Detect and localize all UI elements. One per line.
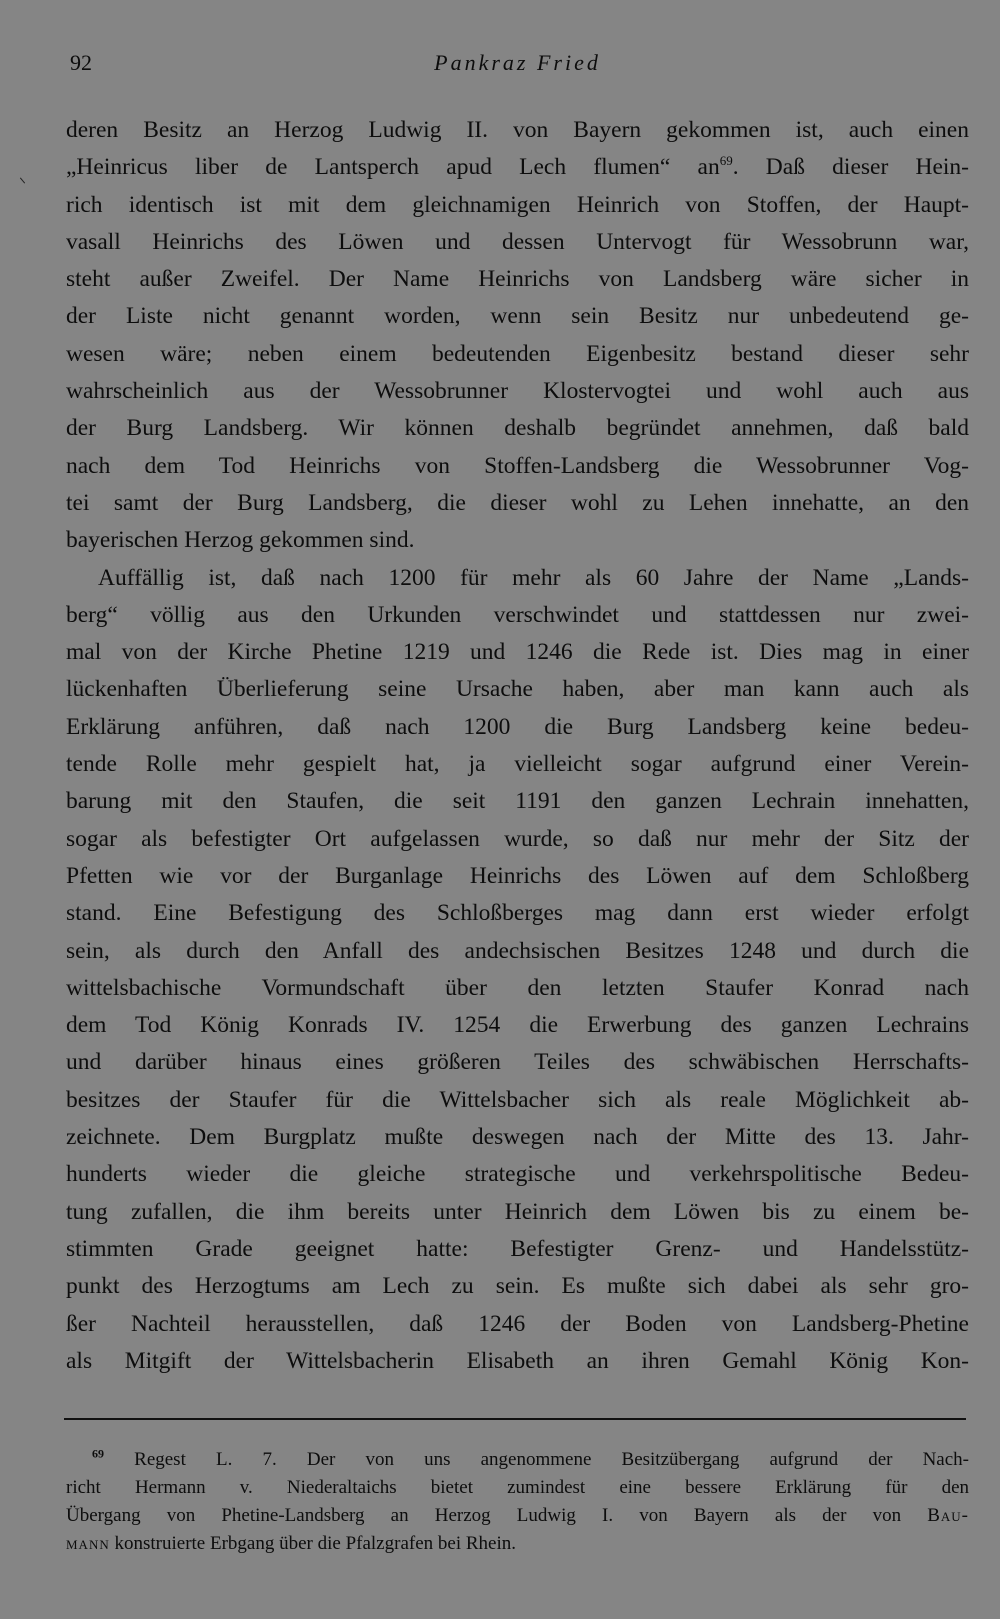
- footnote-divider: [64, 1418, 966, 1420]
- text-line: berg“ völlig aus den Urkunden verschwindet und stattdessen nur zwei-: [66, 601, 969, 628]
- text-line: ßer Nachteil herausstellen, daß 1246 der Boden von Landsberg-Phetine: [66, 1310, 969, 1337]
- text-line: der Burg Landsberg. Wir können deshalb begründet annehmen, daß bald: [66, 415, 969, 442]
- text-line: stand. Eine Befestigung des Schloßberges mag dann erst wieder erfolgt: [66, 900, 969, 927]
- body-text: [66, 112, 969, 1380]
- text-line: rich identisch ist mit dem gleichnamigen Heinrich von Stoffen, der Haupt-: [66, 191, 969, 218]
- text-line: vasall Heinrichs des Löwen und dessen Untervogt für Wessobrunn war,: [66, 228, 969, 255]
- text-line: barung mit den Staufen, die seit 1191 den ganzen Lechrain innehatten,: [66, 788, 969, 815]
- text-line: besitzes der Staufer für die Wittelsbacher sich als reale Möglichkeit ab-: [66, 1086, 969, 1113]
- text-line: stimmten Grade geeignet hatte: Befestigter Grenz- und Handelsstütz-: [66, 1235, 969, 1262]
- text-line: nach dem Tod Heinrichs von Stoffen-Landsberg die Wessobrunner Vog-: [66, 452, 969, 479]
- author-name: Bau-: [927, 1505, 970, 1526]
- margin-mark: [20, 177, 25, 183]
- text-line: tung zufallen, die ihm bereits unter Heinrich dem Löwen bis zu einem be-: [66, 1198, 969, 1225]
- text-line: wittelsbachische Vormundschaft über den letzten Staufer Konrad nach: [66, 974, 969, 1001]
- text-line: Erklärung anführen, daß nach 1200 die Burg Landsberg keine bedeu-: [66, 713, 969, 740]
- text-line: punkt des Herzogtums am Lech zu sein. Es mußte sich dabei als sehr gro-: [66, 1273, 969, 1300]
- text-line: als Mitgift der Wittelsbacherin Elisabeth an ihren Gemahl König Kon-: [66, 1347, 969, 1374]
- text-line: und darüber hinaus eines größeren Teiles des schwäbischen Herrschafts-: [66, 1049, 969, 1076]
- text-line: lückenhaften Überlieferung seine Ursache haben, aber man kann auch als: [66, 676, 969, 703]
- text-line: tende Rolle mehr gespielt hat, ja vielleicht sogar aufgrund einer Verein-: [66, 751, 969, 778]
- text-line: hunderts wieder die gleiche strategische und verkehrspolitische Bedeu-: [66, 1161, 969, 1188]
- page-header: [70, 50, 965, 86]
- footnote-line: mann konstruierte Erbgang über die Pfalzgrafen bei Rhein.: [66, 1533, 516, 1554]
- text-line: zeichnete. Dem Burgplatz mußte deswegen nach der Mitte des 13. Jahr-: [66, 1124, 969, 1151]
- text-line: dem Tod König Konrads IV. 1254 die Erwerbung des ganzen Lechrains: [66, 1012, 969, 1039]
- footnote-line: Übergang von Phetine-Landsberg an Herzog Ludwig I. von Bayern als der von Bau-: [66, 1505, 970, 1526]
- text-line: bayerischen Herzog gekommen sind.: [66, 527, 415, 554]
- text-line: sein, als durch den Anfall des andechsischen Besitzes 1248 und durch die: [66, 937, 969, 964]
- text-line: deren Besitz an Herzog Ludwig II. von Bayern gekommen ist, auch einen: [66, 117, 969, 143]
- text-line: Pfetten wie vor der Burganlage Heinrichs des Löwen auf dem Schloßberg: [66, 862, 969, 889]
- footnote-reference[interactable]: 69: [719, 153, 733, 169]
- running-head: Pankraz Fried: [434, 50, 601, 75]
- text-line: der Liste nicht genannt worden, wenn sein Besitz nur unbedeutend ge-: [66, 303, 969, 330]
- text-line: sogar als befestigter Ort aufgelassen wurde, so daß nur mehr der Sitz der: [66, 825, 969, 852]
- text-line: wahrscheinlich aus der Wessobrunner Klostervogtei und wohl auch aus: [66, 378, 969, 405]
- text-line: tei samt der Burg Landsberg, die dieser wohl zu Lehen innehatte, an den: [66, 489, 969, 516]
- footnote: [66, 1446, 969, 1558]
- text-line: „Heinricus liber de Lantsperch apud Lech flumen“ $an^{69}$. Daß dieser Hein-: [66, 153, 969, 181]
- text-line: mal von der Kirche Phetine 1219 und 1246 die Rede ist. Dies mag in einer: [66, 639, 969, 666]
- author-name: mann: [66, 1533, 110, 1554]
- text-line: steht außer Zweifel. Der Name Heinrichs von Landsberg wäre sicher in: [66, 266, 969, 293]
- text-line: Auffällig ist, daß nach 1200 für mehr als 60 Jahre der Name „Lands-: [98, 564, 969, 591]
- footnote-line: richt Hermann v. Niederaltaichs bietet zumindest eine bessere Erklärung für den: [66, 1477, 969, 1498]
- footnote-line: $^{69}$ Regest L. 7. Der von uns angenommene Besitzübergang aufgrund der Nach-: [92, 1446, 970, 1470]
- footnote-marker: 69: [92, 1446, 104, 1461]
- page-number: 92: [70, 50, 92, 75]
- text-line: wesen wäre; neben einem bedeutenden Eigenbesitz bestand dieser sehr: [66, 340, 969, 367]
